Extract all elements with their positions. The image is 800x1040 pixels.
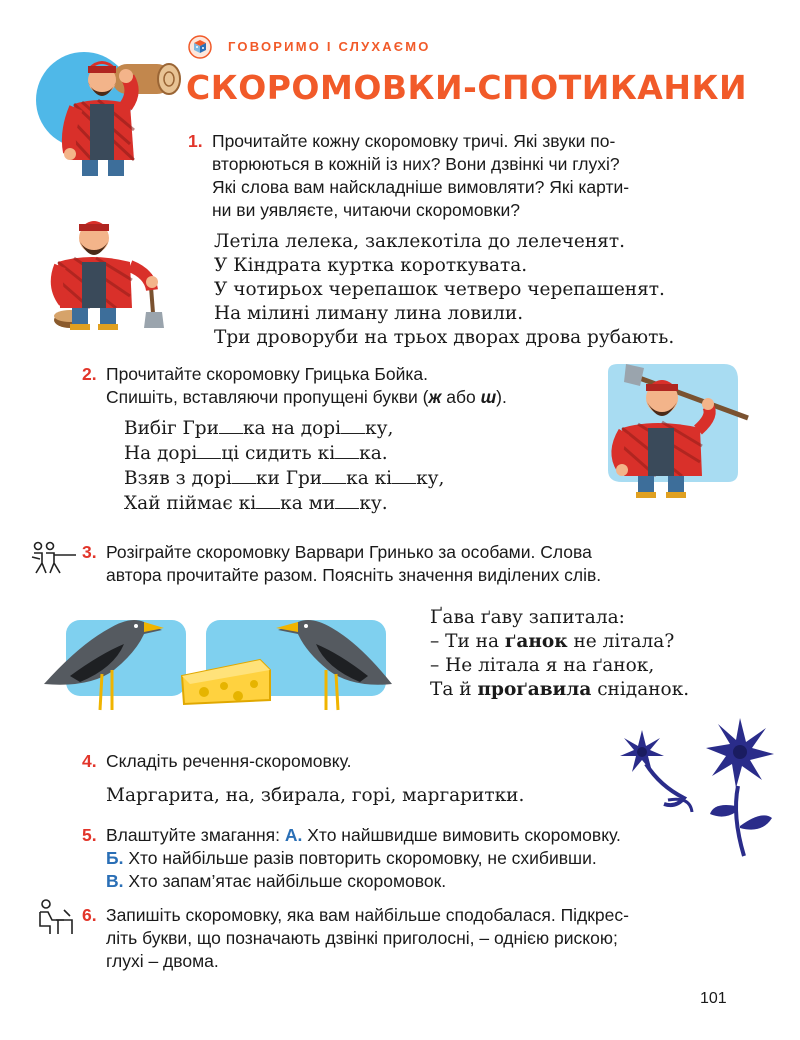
poem-line: – Не літала я на ґанок, bbox=[430, 655, 655, 676]
section-label: ГОВОРИМО І СЛУХАЄМО bbox=[228, 39, 431, 54]
poem-line bbox=[124, 491, 584, 516]
highlighted-word: проґавила bbox=[477, 679, 592, 700]
task-6-text bbox=[106, 904, 746, 973]
task-6-line: Запишіть скоромовку, яка вам найбільше сподобалася. Підкрес- bbox=[106, 905, 629, 925]
lumberjack-with-axe-illustration bbox=[46, 204, 176, 334]
word-part: ці сидить кі bbox=[221, 443, 336, 464]
word-part: ку, bbox=[416, 468, 445, 489]
task-3-poem bbox=[430, 606, 760, 702]
task-3-line: автора прочитайте разом. Поясніть значення виділених слів. bbox=[106, 565, 602, 585]
poem-line: На мілині лиману лина ловили. bbox=[214, 303, 524, 324]
text-span: Спишіть, вставляючи пропущені букви ( bbox=[106, 387, 429, 407]
word-part: Взяв з дорі bbox=[124, 468, 232, 489]
task-1-poem bbox=[214, 230, 754, 350]
people-acting-icon bbox=[30, 541, 78, 575]
task-1-line: ни ви уявляєте, читаючи скоромовки? bbox=[212, 200, 521, 220]
text-span: Хто запам’ятає найбільше скоромовок. bbox=[123, 871, 447, 891]
word-part: ка на дорі bbox=[242, 418, 341, 439]
text-span: Хто найшвидше вимовить скоромовку. bbox=[302, 825, 621, 845]
task-5-text bbox=[106, 824, 746, 893]
poem-line bbox=[124, 416, 584, 441]
text-span: Влаштуйте змагання: bbox=[106, 825, 285, 845]
lumberjack-axe-shoulder-illustration bbox=[604, 362, 752, 500]
task-6-number: 6. bbox=[82, 905, 97, 925]
task-5-line bbox=[106, 824, 746, 847]
text-span: або bbox=[441, 387, 481, 407]
task-6-line: літь букви, що позначають дзвінкі приголосні, – однією рискою; bbox=[106, 928, 618, 948]
task-4-number: 4. bbox=[82, 751, 97, 771]
text-span: Хто найбільше разів повторить скоромовку, не схибивши. bbox=[123, 848, 597, 868]
letter-option: ж bbox=[428, 387, 442, 407]
text-span: не літала? bbox=[567, 631, 675, 652]
task-1-line: Які слова вам найскладніше вимовляти? Які карти- bbox=[212, 177, 630, 197]
poem-line bbox=[430, 678, 760, 702]
writing-student-icon bbox=[34, 898, 74, 936]
option-letter: В. bbox=[106, 871, 124, 891]
word-part: Хай піймає кі bbox=[124, 493, 257, 514]
task-4-text: Складіть речення-скоромовку. bbox=[106, 751, 352, 771]
poem-line: Три дроворуби на трьох дворах дрова рубають. bbox=[214, 327, 675, 348]
task-1-number: 1. bbox=[188, 131, 203, 151]
word-part: ки Гри bbox=[255, 468, 323, 489]
poem-line bbox=[124, 466, 584, 491]
dice-icon bbox=[188, 35, 212, 59]
text-span: сніданок. bbox=[591, 679, 690, 700]
text-span: ). bbox=[496, 387, 507, 407]
text-span: Та й bbox=[430, 679, 478, 700]
poem-line: Ґава ґаву запитала: bbox=[430, 607, 625, 628]
page-number: 101 bbox=[700, 990, 727, 1007]
word-part: Вибіг Гри bbox=[124, 418, 219, 439]
page-title: СКОРОМОВКИ-СПОТИКАНКИ bbox=[186, 68, 748, 107]
poem-line: У чотирьох черепашок четверо черепашенят. bbox=[214, 279, 665, 300]
lumberjack-with-log-illustration bbox=[22, 52, 182, 180]
task-6-line: глухі – двома. bbox=[106, 951, 219, 971]
task-2-number: 2. bbox=[82, 364, 97, 384]
highlighted-word: ґанок bbox=[504, 631, 568, 652]
task-1-line: вторюються в кожній із них? Вони дзвінкі чи глухі? bbox=[212, 154, 620, 174]
poem-line bbox=[430, 630, 760, 654]
task-3-text bbox=[106, 541, 726, 587]
word-part: ку, bbox=[365, 418, 394, 439]
word-part: ку. bbox=[359, 493, 388, 514]
task-2-line bbox=[106, 386, 606, 409]
word-part: ка кі bbox=[346, 468, 393, 489]
task-5-line bbox=[106, 870, 746, 893]
word-part: ка. bbox=[359, 443, 388, 464]
poem-line: У Кіндрата куртка короткувата. bbox=[214, 255, 528, 276]
task-3-number: 3. bbox=[82, 542, 97, 562]
word-part: На дорі bbox=[124, 443, 198, 464]
task-3-line: Розіграйте скоромовку Варвари Гринько за особами. Слова bbox=[106, 542, 592, 562]
task-5-line bbox=[106, 847, 746, 870]
task-2-line: Прочитайте скоромовку Грицька Бойка. bbox=[106, 364, 429, 384]
letter-option: ш bbox=[480, 387, 497, 407]
task-2-poem bbox=[124, 416, 584, 516]
task-2-text bbox=[106, 363, 606, 409]
text-span: – Ти на bbox=[430, 631, 505, 652]
task-5-number: 5. bbox=[82, 825, 97, 845]
word-part: ка ми bbox=[280, 493, 336, 514]
task-4-words: Маргарита, на, збирала, горі, маргаритки. bbox=[106, 785, 525, 806]
option-letter: Б. bbox=[106, 848, 124, 868]
task-1-line: Прочитайте кожну скоромовку тричі. Які звуки по- bbox=[212, 131, 616, 151]
poem-line bbox=[124, 441, 584, 466]
task-1-text bbox=[212, 130, 732, 222]
option-letter: А. bbox=[284, 825, 303, 845]
poem-line: Летіла лелека, заклекотіла до лелеченят. bbox=[214, 231, 625, 252]
crows-and-cheese-illustration bbox=[40, 604, 400, 716]
